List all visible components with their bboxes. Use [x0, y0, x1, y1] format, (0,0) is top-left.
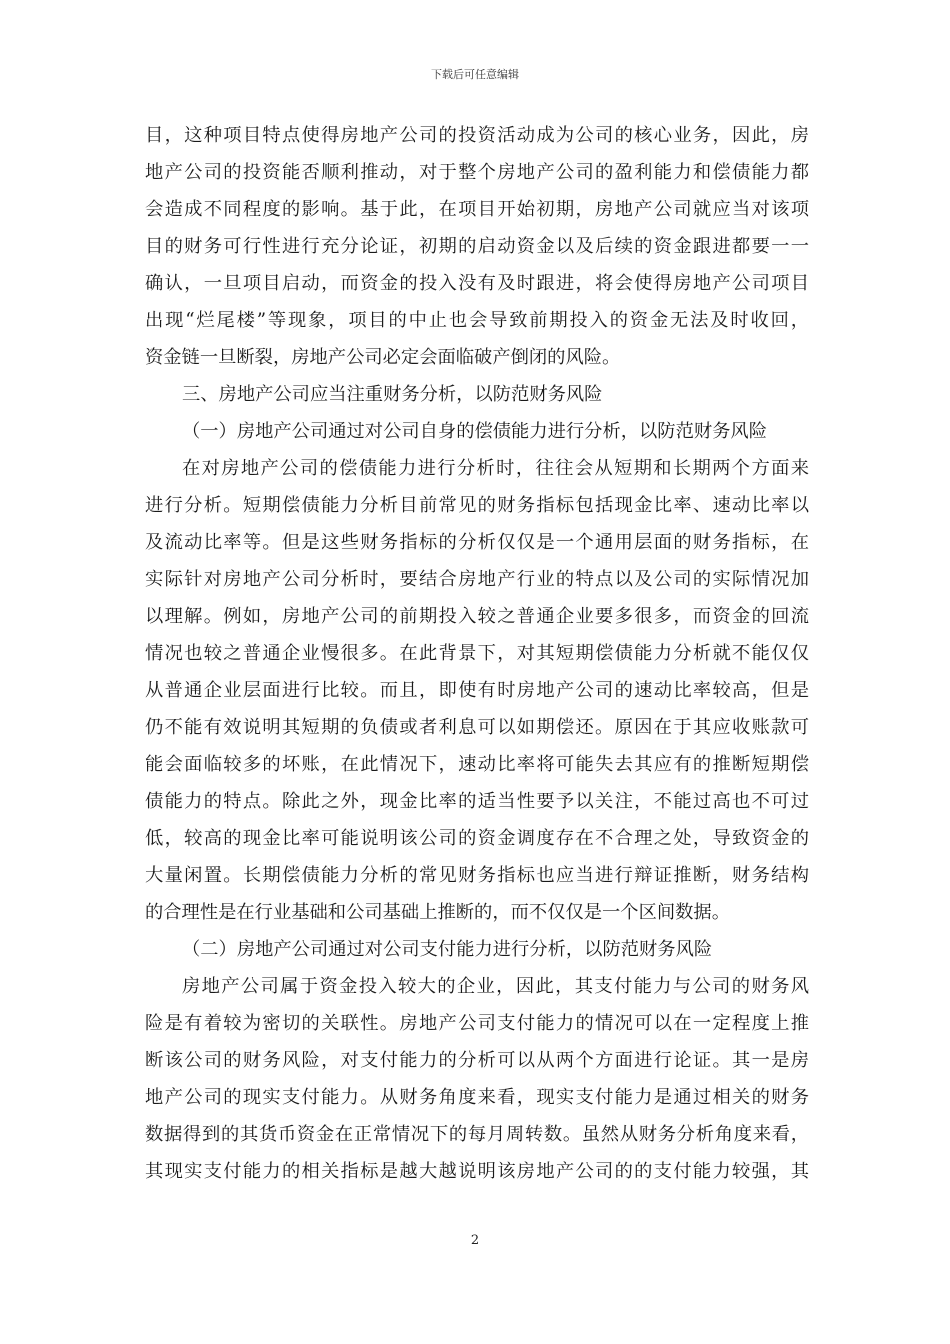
text-line: 目的财务可行性进行充分论证，初期的启动资金以及后续的资金跟进都要一一	[145, 236, 809, 257]
text-line: （二）房地产公司通过对公司支付能力进行分析，以防范财务风险	[182, 939, 713, 960]
text-line: 资金链一旦断裂，房地产公司必定会面临破产倒闭的风险。	[145, 347, 621, 368]
text-line: 目，这种项目特点使得房地产公司的投资活动成为公司的核心业务，因此，房	[145, 125, 809, 146]
page-header: 下载后可任意编辑	[431, 68, 519, 81]
text-line: 及流动比率等。但是这些财务指标的分析仅仅是一个通用层面的财务指标，在	[145, 532, 809, 553]
text-line: 实际针对房地产公司分析时，要结合房地产行业的特点以及公司的实际情况加	[145, 569, 809, 590]
text-line: （一）房地产公司通过对公司自身的偿债能力进行分析，以防范财务风险	[182, 421, 767, 442]
text-line: 会造成不同程度的影响。基于此，在项目开始初期，房地产公司就应当对该项	[145, 199, 809, 220]
page-number: 2	[470, 1233, 480, 1248]
text-line: 在对房地产公司的偿债能力进行分析时，往往会从短期和长期两个方面来	[182, 458, 809, 479]
text-line: 其现实支付能力的相关指标是越大越说明该房地产公司的的支付能力较强，其	[145, 1161, 809, 1182]
text-line: 以理解。例如，房地产公司的前期投入较之普通企业要多很多，而资金的回流	[145, 606, 809, 627]
text-line: 能会面临较多的坏账，在此情况下，速动比率将可能失去其应有的推断短期偿	[145, 754, 809, 775]
text-line: 地产公司的现实支付能力。从财务角度来看，现实支付能力是通过相关的财务	[145, 1087, 809, 1108]
text-line: 确认，一旦项目启动，而资金的投入没有及时跟进，将会使得房地产公司项目	[145, 273, 809, 294]
text-line: 地产公司的投资能否顺利推动，对于整个房地产公司的盈利能力和偿债能力都	[145, 162, 809, 183]
text-line: 进行分析。短期偿债能力分析目前常见的财务指标包括现金比率、速动比率以	[145, 495, 809, 516]
text-line: 债能力的特点。除此之外，现金比率的适当性要予以关注，不能过高也不可过	[145, 791, 809, 812]
text-line: 情况也较之普通企业慢很多。在此背景下，对其短期偿债能力分析就不能仅仅	[145, 643, 809, 664]
text-line: 三、房地产公司应当注重财务分析，以防范财务风险	[182, 384, 603, 405]
text-line: 数据得到的其货币资金在正常情况下的每月周转数。虽然从财务分析角度来看，	[145, 1124, 809, 1145]
text-line: 仍不能有效说明其短期的负债或者利息可以如期偿还。原因在于其应收账款可	[145, 717, 809, 738]
text-line: 险是有着较为密切的关联性。房地产公司支付能力的情况可以在一定程度上推	[145, 1013, 809, 1034]
text-line: 房地产公司属于资金投入较大的企业，因此，其支付能力与公司的财务风	[182, 976, 809, 997]
text-line: 的合理性是在行业基础和公司基础上推断的，而不仅仅是一个区间数据。	[145, 902, 730, 923]
document-body	[145, 117, 809, 1190]
text-line: 从普通企业层面进行比较。而且，即使有时房地产公司的速动比率较高，但是	[145, 680, 809, 701]
text-line: 出现“烂尾楼”等现象，项目的中止也会导致前期投入的资金无法及时收回，	[145, 310, 809, 331]
text-line: 断该公司的财务风险，对支付能力的分析可以从两个方面进行论证。其一是房	[145, 1050, 809, 1071]
text-line: 低，较高的现金比率可能说明该公司的资金调度存在不合理之处，导致资金的	[145, 828, 809, 849]
text-line: 大量闲置。长期偿债能力分析的常见财务指标也应当进行辩证推断，财务结构	[145, 865, 809, 886]
